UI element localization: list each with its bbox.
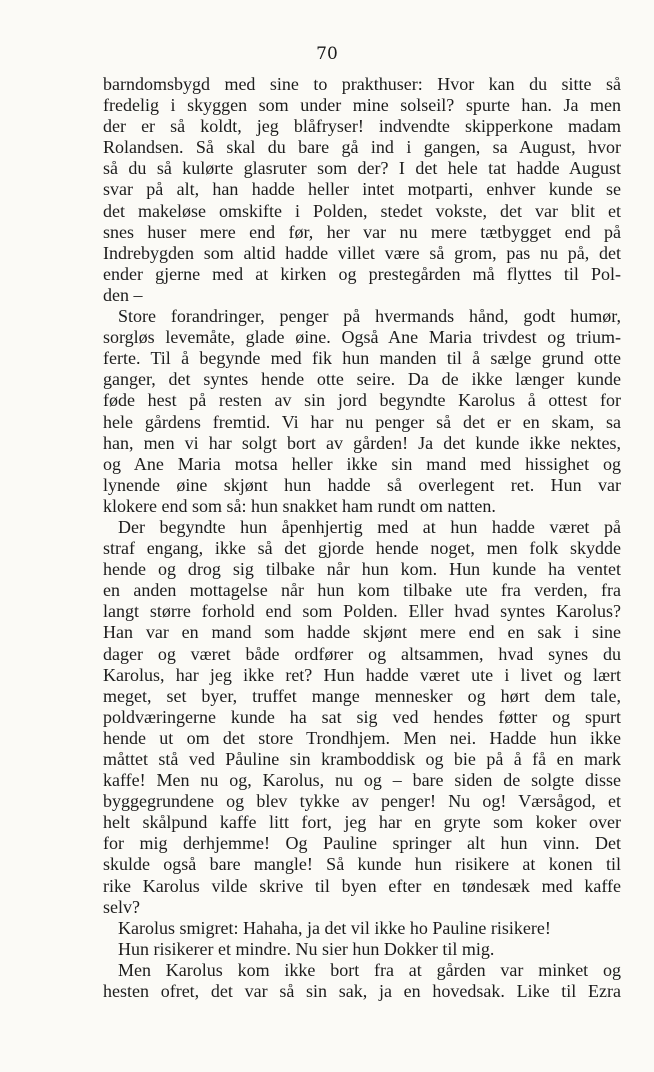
text-line: den –	[103, 284, 143, 305]
text-line: der er så koldt, jeg blåfryser! indvendte skipperkone madam	[103, 116, 621, 137]
text-line: Han var en mand som hadde skjønt mere end en sak i sine	[103, 622, 621, 643]
text-line: føde hest på resten av sin jord begyndte Karolus å ottest for	[103, 390, 621, 411]
text-line: helt skålpund kaffe litt fort, jeg har en gryte som koker over	[103, 812, 621, 833]
text-line: en anden mottagelse når hun kom tilbake ute fra verden, fra	[103, 580, 621, 601]
text-line: snes huser mere end før, her var nu mere tætbygget end på	[103, 221, 621, 242]
text-line: hende og drog sig tilbake når hun kom. Hun kunde ha ventet	[103, 559, 621, 580]
text-line: straf engang, ikke så det gjorde hende noget, men folk skydde	[103, 538, 621, 559]
text-line: måttet stå ved Påuline sin kramboddisk og bie på å få en mark	[103, 749, 621, 769]
text-line: byggegrundene og blev tykke av penger! Nu og! Værsågod, et	[103, 791, 621, 812]
text-line: så du så kulørte glasruter som der? I det hele tat hadde August	[103, 158, 621, 179]
text-line: for mig derhjemme! Og Pauline springer alt hun vinn. Det	[103, 833, 621, 854]
text-line: ganger, det syntes hende otte seire. Da de ikke længer kunde	[103, 369, 621, 390]
text-line: det makeløse omskifte i Polden, stedet vokste, det var blit et	[103, 200, 621, 221]
text-line: Karolus smigret: Hahaha, ja det vil ikke ho Pauline risikere!	[118, 917, 551, 938]
text-line: ender gjerne med at kirken og prestegården må flyttes til Pol-	[103, 263, 621, 284]
text-line: Store forandringer, penger på hvermands hånd, godt humør,	[118, 306, 621, 327]
text-line: rike Karolus vilde skrive til byen efter en tøndesæk med kaffe	[103, 875, 621, 896]
text-line: og Ane Maria motsa heller ikke sin mand med hissighet og	[103, 453, 621, 474]
text-line: fredelig i skyggen som under mine solseil? spurte han. Ja men	[103, 95, 621, 116]
text-line: Hun risikerer et mindre. Nu sier hun Dokker til mig.	[118, 938, 495, 959]
text-line: svar på alt, han hadde heller intet motparti, enhver kunde se	[103, 179, 621, 200]
text-line: hele gårdens fremtid. Vi har nu penger så det er en skam, sa	[103, 411, 621, 432]
text-line: barndomsbygd med sine to prakthuser: Hvor kan du sitte så	[103, 74, 621, 94]
body-text	[103, 74, 621, 1002]
text-line: klokere end som så: hun snakket ham rundt om natten.	[103, 495, 496, 516]
text-line: hesten ofret, det var så sin sak, ja en hovedsak. Like til Ezra	[103, 981, 621, 1002]
text-line: hende ut om det store Trondhjem. Men nei. Hadde hun ikke	[103, 727, 621, 748]
text-line: kaffe! Men nu og, Karolus, nu og – bare siden de solgte disse	[103, 770, 621, 791]
text-line: Der begyndte hun åpenhjertig med at hun hadde været på	[118, 516, 621, 537]
text-line: sorgløs levemåte, glade øine. Også Ane Maria trivdest og trium-	[103, 327, 621, 348]
text-line: poldværingerne kunde ha sat sig ved hendes føtter og spurt	[103, 706, 621, 727]
text-line: selv?	[103, 896, 140, 917]
text-line: Indrebygden som altid hadde villet være så grom, pas nu på, det	[103, 242, 621, 263]
text-line: Rolandsen. Så skal du bare gå ind i gangen, sa August, hvor	[103, 137, 621, 158]
page-number: 70	[316, 44, 338, 64]
text-line: lynende øine skjønt hun hadde så overlegent ret. Hun var	[103, 474, 621, 495]
text-line: skulde også bare mangle! Så kunde hun risikere at konen til	[103, 854, 621, 875]
text-line: langt større forhold end som Polden. Eller hvad syntes Karolus?	[103, 601, 621, 622]
text-line: Karolus, har jeg ikke ret? Hun hadde været ute i livet og lært	[103, 664, 621, 685]
text-line: han, men vi har solgt bort av gården! Ja det kunde ikke nektes,	[103, 432, 621, 453]
text-line: meget, set byer, truffet mange mennesker og hørt dem tale,	[103, 685, 621, 706]
text-line: dager og været både ordfører og altsammen, hvad synes du	[103, 643, 621, 664]
text-line: ferte. Til å begynde med fik hun manden til å sælge grund otte	[103, 348, 621, 369]
text-line: Men Karolus kom ikke bort fra at gården var minket og	[118, 959, 621, 980]
